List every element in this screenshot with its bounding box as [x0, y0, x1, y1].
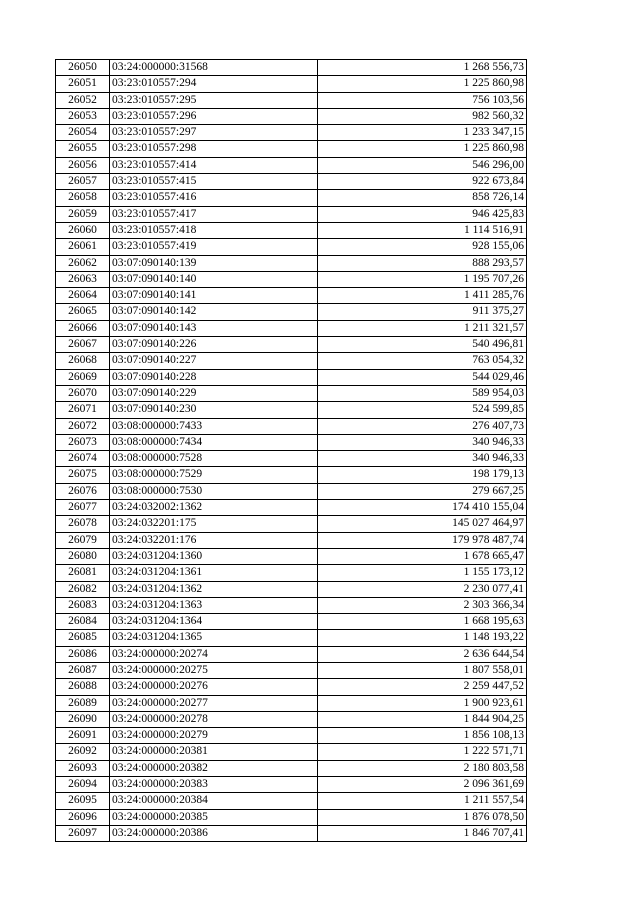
value-cell: 174 410 155,04	[318, 500, 527, 516]
value-cell: 1 268 556,73	[318, 60, 527, 76]
table-row	[56, 695, 527, 711]
cadastral-number-cell: 03:24:000000:31568	[110, 60, 318, 76]
value-cell: 1 211 557,54	[318, 793, 527, 809]
table-row	[56, 157, 527, 173]
row-number-cell: 26051	[56, 76, 110, 92]
table-row	[56, 451, 527, 467]
row-number-cell: 26090	[56, 711, 110, 727]
row-number-cell: 26058	[56, 190, 110, 206]
table-row	[56, 76, 527, 92]
table-row	[56, 711, 527, 727]
cadastral-number-cell: 03:08:000000:7528	[110, 451, 318, 467]
row-number-cell: 26085	[56, 630, 110, 646]
row-number-cell: 26060	[56, 222, 110, 238]
cadastral-number-cell: 03:23:010557:417	[110, 206, 318, 222]
value-cell: 2 303 366,34	[318, 597, 527, 613]
table-row	[56, 532, 527, 548]
cadastral-number-cell: 03:08:000000:7434	[110, 434, 318, 450]
table-row	[56, 728, 527, 744]
table-row	[56, 353, 527, 369]
table-row	[56, 125, 527, 141]
value-cell: 279 667,25	[318, 483, 527, 499]
value-cell: 540 496,81	[318, 337, 527, 353]
row-number-cell: 26072	[56, 418, 110, 434]
row-number-cell: 26056	[56, 157, 110, 173]
value-cell: 145 027 464,97	[318, 516, 527, 532]
table-row	[56, 500, 527, 516]
row-number-cell: 26078	[56, 516, 110, 532]
row-number-cell: 26084	[56, 614, 110, 630]
value-cell: 546 296,00	[318, 157, 527, 173]
table-row	[56, 809, 527, 825]
value-cell: 1 846 707,41	[318, 825, 527, 841]
table-row	[56, 483, 527, 499]
cadastral-number-cell: 03:07:090140:142	[110, 304, 318, 320]
table-row	[56, 385, 527, 401]
row-number-cell: 26086	[56, 646, 110, 662]
row-number-cell: 26050	[56, 60, 110, 76]
row-number-cell: 26062	[56, 255, 110, 271]
table-row	[56, 320, 527, 336]
cadastral-number-cell: 03:24:000000:20275	[110, 662, 318, 678]
cadastral-number-cell: 03:23:010557:294	[110, 76, 318, 92]
value-cell: 982 560,32	[318, 108, 527, 124]
table-row	[56, 744, 527, 760]
cadastral-number-cell: 03:08:000000:7530	[110, 483, 318, 499]
row-number-cell: 26095	[56, 793, 110, 809]
cadastral-number-cell: 03:24:032002:1362	[110, 500, 318, 516]
cadastral-number-cell: 03:07:090140:228	[110, 369, 318, 385]
row-number-cell: 26076	[56, 483, 110, 499]
row-number-cell: 26055	[56, 141, 110, 157]
table-row	[56, 418, 527, 434]
cadastral-number-cell: 03:24:000000:20384	[110, 793, 318, 809]
row-number-cell: 26071	[56, 402, 110, 418]
cadastral-number-cell: 03:07:090140:229	[110, 385, 318, 401]
cadastral-number-cell: 03:24:031204:1360	[110, 548, 318, 564]
value-cell: 1 211 321,57	[318, 320, 527, 336]
value-cell: 340 946,33	[318, 434, 527, 450]
table-row	[56, 825, 527, 841]
table-row	[56, 174, 527, 190]
row-number-cell: 26077	[56, 500, 110, 516]
row-number-cell: 26082	[56, 581, 110, 597]
table-row	[56, 467, 527, 483]
cadastral-number-cell: 03:23:010557:298	[110, 141, 318, 157]
cadastral-number-cell: 03:24:000000:20385	[110, 809, 318, 825]
cadastral-number-cell: 03:07:090140:143	[110, 320, 318, 336]
table-row	[56, 516, 527, 532]
cadastral-number-cell: 03:08:000000:7529	[110, 467, 318, 483]
row-number-cell: 26083	[56, 597, 110, 613]
table-body	[56, 60, 527, 842]
cadastral-number-cell: 03:07:090140:140	[110, 271, 318, 287]
value-cell: 1 225 860,98	[318, 141, 527, 157]
cadastral-number-cell: 03:23:010557:415	[110, 174, 318, 190]
value-cell: 922 673,84	[318, 174, 527, 190]
cadastral-number-cell: 03:24:000000:20274	[110, 646, 318, 662]
value-cell: 2 230 077,41	[318, 581, 527, 597]
value-cell: 340 946,33	[318, 451, 527, 467]
value-cell: 1 668 195,63	[318, 614, 527, 630]
table-row	[56, 239, 527, 255]
table-row	[56, 581, 527, 597]
cadastral-value-table	[55, 59, 527, 842]
cadastral-number-cell: 03:23:010557:296	[110, 108, 318, 124]
cadastral-number-cell: 03:24:000000:20279	[110, 728, 318, 744]
table-row	[56, 777, 527, 793]
row-number-cell: 26053	[56, 108, 110, 124]
table-row	[56, 92, 527, 108]
row-number-cell: 26097	[56, 825, 110, 841]
table-row	[56, 760, 527, 776]
table-row	[56, 630, 527, 646]
value-cell: 888 293,57	[318, 255, 527, 271]
table-row	[56, 222, 527, 238]
cadastral-number-cell: 03:24:000000:20277	[110, 695, 318, 711]
cadastral-number-cell: 03:08:000000:7433	[110, 418, 318, 434]
table-row	[56, 108, 527, 124]
value-cell: 763 054,32	[318, 353, 527, 369]
cadastral-number-cell: 03:23:010557:418	[110, 222, 318, 238]
cadastral-number-cell: 03:24:031204:1364	[110, 614, 318, 630]
table-row	[56, 614, 527, 630]
value-cell: 911 375,27	[318, 304, 527, 320]
table-row	[56, 288, 527, 304]
row-number-cell: 26074	[56, 451, 110, 467]
value-cell: 2 636 644,54	[318, 646, 527, 662]
row-number-cell: 26061	[56, 239, 110, 255]
table-row	[56, 337, 527, 353]
row-number-cell: 26064	[56, 288, 110, 304]
value-cell: 2 180 803,58	[318, 760, 527, 776]
cadastral-number-cell: 03:24:031204:1365	[110, 630, 318, 646]
table-row	[56, 60, 527, 76]
row-number-cell: 26075	[56, 467, 110, 483]
value-cell: 946 425,83	[318, 206, 527, 222]
row-number-cell: 26067	[56, 337, 110, 353]
cadastral-number-cell: 03:24:032201:176	[110, 532, 318, 548]
value-cell: 524 599,85	[318, 402, 527, 418]
row-number-cell: 26070	[56, 385, 110, 401]
value-cell: 756 103,56	[318, 92, 527, 108]
value-cell: 858 726,14	[318, 190, 527, 206]
table-row	[56, 304, 527, 320]
row-number-cell: 26092	[56, 744, 110, 760]
row-number-cell: 26069	[56, 369, 110, 385]
cadastral-number-cell: 03:24:000000:20383	[110, 777, 318, 793]
value-cell: 1 856 108,13	[318, 728, 527, 744]
table-row	[56, 793, 527, 809]
row-number-cell: 26093	[56, 760, 110, 776]
cadastral-number-cell: 03:24:000000:20278	[110, 711, 318, 727]
value-cell: 1 876 078,50	[318, 809, 527, 825]
table-row	[56, 402, 527, 418]
value-cell: 1 222 571,71	[318, 744, 527, 760]
value-cell: 1 155 173,12	[318, 565, 527, 581]
row-number-cell: 26094	[56, 777, 110, 793]
cadastral-number-cell: 03:07:090140:226	[110, 337, 318, 353]
value-cell: 198 179,13	[318, 467, 527, 483]
row-number-cell: 26068	[56, 353, 110, 369]
cadastral-number-cell: 03:24:031204:1362	[110, 581, 318, 597]
cadastral-number-cell: 03:07:090140:227	[110, 353, 318, 369]
value-cell: 589 954,03	[318, 385, 527, 401]
row-number-cell: 26073	[56, 434, 110, 450]
cadastral-number-cell: 03:23:010557:419	[110, 239, 318, 255]
value-cell: 1 900 923,61	[318, 695, 527, 711]
value-cell: 1 807 558,01	[318, 662, 527, 678]
row-number-cell: 26089	[56, 695, 110, 711]
cadastral-number-cell: 03:24:032201:175	[110, 516, 318, 532]
row-number-cell: 26080	[56, 548, 110, 564]
cadastral-number-cell: 03:07:090140:141	[110, 288, 318, 304]
value-cell: 2 096 361,69	[318, 777, 527, 793]
table-row	[56, 206, 527, 222]
cadastral-number-cell: 03:24:031204:1361	[110, 565, 318, 581]
cadastral-number-cell: 03:24:000000:20276	[110, 679, 318, 695]
value-cell: 179 978 487,74	[318, 532, 527, 548]
cadastral-number-cell: 03:24:000000:20382	[110, 760, 318, 776]
row-number-cell: 26091	[56, 728, 110, 744]
value-cell: 1 148 193,22	[318, 630, 527, 646]
value-cell: 1 195 707,26	[318, 271, 527, 287]
cadastral-number-cell: 03:23:010557:416	[110, 190, 318, 206]
table-row	[56, 597, 527, 613]
table-row	[56, 369, 527, 385]
cadastral-number-cell: 03:24:000000:20381	[110, 744, 318, 760]
row-number-cell: 26054	[56, 125, 110, 141]
table-row	[56, 646, 527, 662]
value-cell: 1 678 665,47	[318, 548, 527, 564]
row-number-cell: 26066	[56, 320, 110, 336]
value-cell: 1 233 347,15	[318, 125, 527, 141]
value-cell: 1 411 285,76	[318, 288, 527, 304]
cadastral-number-cell: 03:24:031204:1363	[110, 597, 318, 613]
row-number-cell: 26065	[56, 304, 110, 320]
row-number-cell: 26052	[56, 92, 110, 108]
value-cell: 544 029,46	[318, 369, 527, 385]
table-row	[56, 255, 527, 271]
value-cell: 276 407,73	[318, 418, 527, 434]
cadastral-number-cell: 03:24:000000:20386	[110, 825, 318, 841]
row-number-cell: 26059	[56, 206, 110, 222]
value-cell: 1 114 516,91	[318, 222, 527, 238]
table-row	[56, 271, 527, 287]
cadastral-number-cell: 03:23:010557:295	[110, 92, 318, 108]
table-row	[56, 679, 527, 695]
row-number-cell: 26088	[56, 679, 110, 695]
row-number-cell: 26063	[56, 271, 110, 287]
cadastral-number-cell: 03:23:010557:414	[110, 157, 318, 173]
cadastral-number-cell: 03:07:090140:230	[110, 402, 318, 418]
value-cell: 1 225 860,98	[318, 76, 527, 92]
table-row	[56, 434, 527, 450]
value-cell: 928 155,06	[318, 239, 527, 255]
table-row	[56, 190, 527, 206]
row-number-cell: 26057	[56, 174, 110, 190]
table-row	[56, 565, 527, 581]
row-number-cell: 26096	[56, 809, 110, 825]
table-row	[56, 548, 527, 564]
value-cell: 2 259 447,52	[318, 679, 527, 695]
row-number-cell: 26079	[56, 532, 110, 548]
table-row	[56, 662, 527, 678]
row-number-cell: 26081	[56, 565, 110, 581]
cadastral-number-cell: 03:07:090140:139	[110, 255, 318, 271]
value-cell: 1 844 904,25	[318, 711, 527, 727]
cadastral-number-cell: 03:23:010557:297	[110, 125, 318, 141]
table-row	[56, 141, 527, 157]
row-number-cell: 26087	[56, 662, 110, 678]
